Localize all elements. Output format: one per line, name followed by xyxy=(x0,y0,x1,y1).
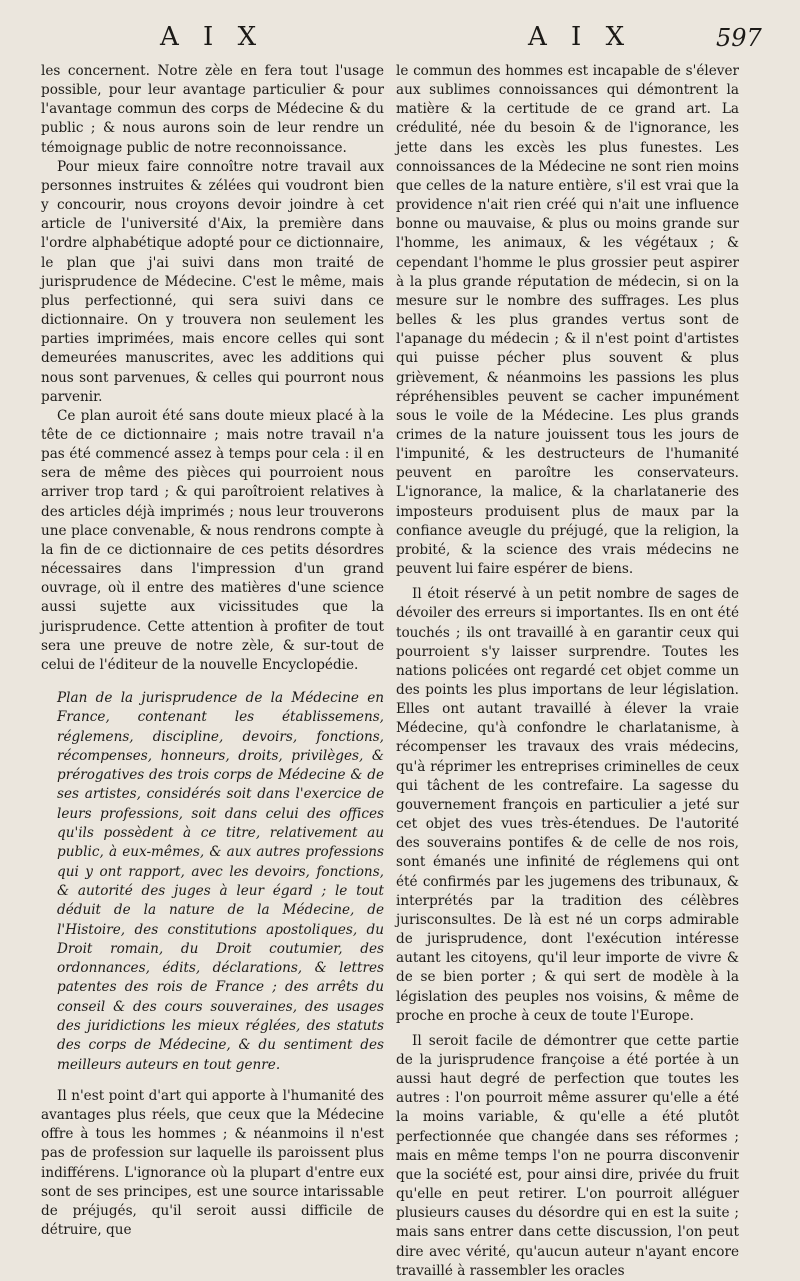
paragraph: Il n'est point d'art qui apporte à l'humanité des avantages plus réels, que ceux que la Médecine offre à tous les hommes ; & néanmoins il n'est pas de profession sur laquelle ils paroissent plus indifférens. L'ignorance où la plupart d'entre eux sont de ses principes, est une source intarissable de préjugés, qu'il seroit aussi difficile de détruire, que xyxy=(41,1087,384,1239)
left-column xyxy=(41,62,384,1240)
right-column xyxy=(396,62,739,1281)
paragraph: Ce plan auroit été sans doute mieux placé à la tête de ce dictionnaire ; mais notre travail n'a pas été commencé assez à temps pour cela : il en sera de même des pièces qui pourroient nous arriver trop tard ; & qui paroîtroient relatives à des articles déjà imprimés ; nous leur trouverons une place convenable, & nous rendrons compte à la fin de ce dictionnaire de ces petits désordres nécessaires dans l'impression d'un grand ouvrage, où il entre des matières d'une science aussi sujette aux vicissitudes que la jurisprudence. Cette attention à profiter de tout sera une preuve de notre zèle, & sur-tout de celui de l'éditeur de la nouvelle Encyclopédie. xyxy=(41,407,384,673)
paragraph: les concernent. Notre zèle en fera tout l'usage possible, pour leur avantage particulier & pour l'avantage commun des corps de Médecine & du public ; & nous aurons soin de leur rendre un témoignage public de notre reconnoissance. xyxy=(41,63,384,156)
running-head-left: A I X xyxy=(160,22,265,52)
paragraph: Il étoit réservé à un petit nombre de sages de dévoiler des erreurs si importantes. Ils en ont été touchés ; ils ont travaillé à en garantir ceux qui pourroient s'y laisser surprendre. Toutes les nations policées ont regardé cet objet comme un des points les plus importans de leur législation. Elles ont autant travaillé à élever la vraie Médecine, qu'à confondre le charlatanisme, à récompenser les travaux des vrais médecins, qu'à réprimer les entreprises criminelles de ceux qui tâchent de les contrefaire. La sagesse du gouvernement françois en particulier a jeté sur cet objet des vues très-étendues. De l'autorité des souverains pontifes & de celle de nos rois, sont émanés une infinité de réglemens qui ont été confirmés par les jugemens des tribunaux, & interprétés par la tradition des célèbres jurisconsultes. De là est né un corps admirable de jurisprudence, dont l'exécution intéresse autant les citoyens, qu'il leur importe de vivre & de se bien porter ; & qui sert de modèle à la législation des peuples nos voisins, & même de proche en proche à ceux de toute l'Europe. xyxy=(396,586,739,1024)
paragraph: Il seroit facile de démontrer que cette partie de la jurisprudence françoise a été portée à un aussi haut degré de perfection que toutes les autres : l'on pourroit même assurer qu'elle a été la moins variable, & qu'elle a été plutôt perfectionnée que changée dans ses réformes ; mais en même temps l'on ne pourra disconvenir que la société est, pour ainsi dire, privée du fruit qu'elle en peut retirer. L'on pourroit alléguer plusieurs causes du désordre qui en est la suite ; mais sans entrer dans cette discussion, l'on peut dire avec vérité, qu'aucun auteur n'ayant encore travaillé à rassembler les oracles xyxy=(396,1032,739,1279)
plan-heading: Plan de la jurisprudence de la Médecine en France, contenant les établissemens, réglemens, discipline, devoirs, fonctions, récompenses, honneurs, droits, privilèges, & prérogatives des trois corps de Médecine & de ses artistes, considérés soit dans l'exercice de leurs professions, soit dans celui des offices qu'ils possèdent à ce titre, relativement au public, à eux-mêmes, & aux autres professions qui y ont rapport, avec les devoirs, fonctions, & autorité des juges à leur égard ; le tout déduit de la nature de la Médecine, de l'Histoire, des constitutions apostoliques, du Droit romain, du Droit coutumier, des ordonnances, édits, déclarations, & lettres patentes des rois de France ; des arrêts du conseil & des cours souveraines, des usages des juridictions les mieux réglées, des statuts des corps de Médecine, & du sentiment des meilleurs auteurs en tout genre. xyxy=(57,690,384,1073)
running-head-right: A I X xyxy=(528,22,633,52)
paragraph: Pour mieux faire connoître notre travail aux personnes instruites & zélées qui voudront bien y concourir, nous croyons devoir joindre à cet article de l'université d'Aix, la première dans l'ordre alphabétique adopté pour ce dictionnaire, le plan que j'ai suivi dans mon traité de jurisprudence de Médecine. C'est le même, mais plus perfectionné, qui sera suivi dans ce dictionnaire. On y trouvera non seulement les parties imprimées, mais encore celles qui sont demeurées manuscrites, avec les additions qui nous sont parvenues, & celles qui pourront nous parvenir. xyxy=(41,158,384,405)
paragraph: le commun des hommes est incapable de s'élever aux sublimes connoissances qui démontrent la matière & la certitude de ce grand art. La crédulité, née du besoin & de l'ignorance, les jette dans les excès les plus funestes. Les connoissances de la Médecine ne sont rien moins que celles de la nature entière, s'il est vrai que la providence n'ait rien créé qui n'ait une influence bonne ou mauvaise, & plus ou moins grande sur l'homme, les animaux, & les végétaux ; & cependant l'homme le plus grossier peut aspirer à la plus grande réputation de médecin, si on la mesure sur le nombre des suffrages. Les plus belles & les plus grandes vertus sont de l'apanage du médecin ; & il n'est point d'artistes qui puisse pécher plus souvent & plus grièvement, & néanmoins les passions les plus répréhensibles peuvent se cacher impunément sous le voile de la Médecine. Les plus grands crimes de la nature jouissent tous les jours de l'impunité, & les destructeurs de l'humanité peuvent en paroître les conservateurs. L'ignorance, la malice, & la charlatanerie des imposteurs produisent plus de maux par la confiance aveugle du préjugé, que la religion, la probité, & la science des vrais médecins ne peuvent lui faire espérer de biens. xyxy=(396,63,739,578)
page-number: 597 xyxy=(716,24,762,52)
running-head xyxy=(0,22,800,62)
